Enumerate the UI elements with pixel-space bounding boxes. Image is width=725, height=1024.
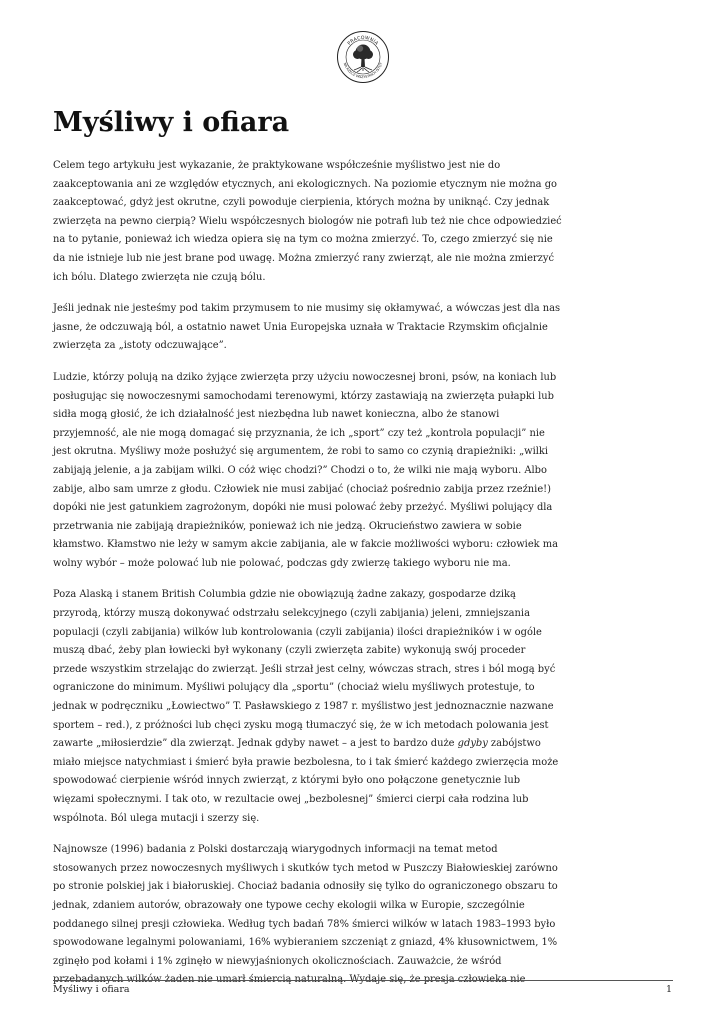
paragraph <box>53 369 683 574</box>
text-line: miało miejsce natychmiast i śmierć była prawie bezbolesna, to i tak śmierć każdego zwierzęcia może <box>53 756 559 768</box>
text-line: jednak w podręczniku „Łowiectwo” T. Pasławskiego z 1987 r. myślistwo jest jednoznacznie nazwane <box>53 701 554 713</box>
page-number: 1 <box>665 984 672 995</box>
tree-seal-icon <box>336 30 390 84</box>
text-line: poddanego silnej presji człowieka. Według tych badań 78% śmierci wilków w latach 1983–1993 było <box>53 918 556 930</box>
text-line: posługując się nowoczesnymi samochodami terenowymi, którzy zastawiają na zwierzęta pułapki lub <box>53 390 554 402</box>
text-line: zwierzęta za „istoty odczuwające”. <box>53 340 227 352</box>
text-line: przyrodą, którzy muszą dokonywać odstrzału selekcyjnego (czyli zabijania) jeleni, zmniejszania <box>53 608 530 620</box>
text-line: ograniczone do minimum. Myśliwi polujący dla „sportu” (chociaż wielu myśliwych protestuje, to <box>53 682 535 694</box>
text-line: przebadanych wilków żaden nie umarł śmiercią naturalną. Wydaje się, że presja człowieka nie <box>53 974 526 986</box>
text-line: populacji (czyli zabijania) wilków lub kontrolowania (czyli zabijania) ilości drapieżników i w ogóle <box>53 626 542 638</box>
text-line: wspólnota. Ból ulega mutacji i szerzy się. <box>53 812 260 824</box>
paragraph <box>53 300 683 356</box>
text-line: muszą dbać, żeby plan łowiecki był wykonany (czyli zwierzęta zabite) wykonują swój proceder <box>53 645 526 657</box>
text-line: przetrwania nie zabijają drapieżników, ponieważ ich nie jedzą. Okrucieństwo zawiera w sobie <box>53 520 522 532</box>
logo-text-top: PRACOWNIA <box>347 35 379 47</box>
text-line: na to pytanie, ponieważ ich wiedza opiera się na tym co można zmierzyć. To, czego zmierzyć się nie <box>53 234 553 246</box>
emphasis: gdyby <box>457 738 488 750</box>
text-line: po stronie polskiej jak i białoruskiej. Chociaż badania odnosiły się tylko do ograniczonego obszaru to <box>53 881 558 893</box>
text-line: dopóki nie jest gatunkiem zagrożonym, dopóki nie musi polować żeby przeżyć. Myśliwi polujący dla <box>53 502 553 514</box>
text-line: Jeśli jednak nie jesteśmy pod takim przymusem to nie musimy się okłamywać, a wówczas jest dla nas <box>53 303 561 315</box>
text-line: ich bólu. Dlatego zwierzęta nie czują bólu. <box>53 271 266 283</box>
text-line: Poza Alaską i stanem British Columbia gdzie nie obowiązują żadne zakazy, gospodarze dziką <box>53 589 516 601</box>
article-body <box>53 157 683 1003</box>
text-line: zaakceptować, gdyż jest okrutne, czyli powoduje cierpienia, których można by uniknąć. Czy jednak <box>53 197 550 209</box>
footer-divider <box>53 980 673 981</box>
footer-title: Myśliwy i ofiara <box>53 984 130 995</box>
text-line: zwierzęta na pewno cierpią? Wielu współczesnych biologów nie potrafi lub też nie chce odpowiedzieć <box>53 215 562 227</box>
text-line: stosowanych przez nowoczesnych myśliwych i skutków tych metod w Puszczy Białowieskiej zarówno <box>53 862 558 874</box>
text-line: zabijają jelenie, a ja zabijam wilki. O cóż więc chodzi?” Chodzi o to, że wilki nie mają wyboru. Albo <box>53 464 547 476</box>
paragraph <box>53 157 683 287</box>
text-line: jasne, że odczuwają ból, a ostatnio nawet Unia Europejska uznała w Traktacie Rzymskim oficjalnie <box>53 321 548 333</box>
text-line: Ludzie, którzy polują na dziko żyjące zwierzęta przy użyciu nowoczesnej broni, psów, na koniach lub <box>53 371 557 383</box>
text-line: Najnowsze (1996) badania z Polski dostarczają wiarygodnych informacji na temat metod <box>53 844 498 856</box>
text-line: zaakceptowania ani ze względów etycznych, ani ekologicznych. Na poziomie etycznym nie można go <box>53 178 557 190</box>
page-title: Myśliwy i ofiara <box>53 107 290 138</box>
paragraph <box>53 586 683 828</box>
text-line: sidła mogą głosić, że ich działalność jest niezbędna lub nawet konieczna, albo że stanowi <box>53 409 500 421</box>
text-line: da nie istnieje lub nie jest brane pod uwagę. Można zmierzyć rany zwierząt, ale nie można zmierzyć <box>53 252 554 264</box>
text-line: kłamstwo. Kłamstwo nie leży w samym akcie zabijania, ale w fakcie możliwości wyboru: człowiek ma <box>53 539 559 551</box>
text-line: Celem tego artykułu jest wykazanie, że praktykowane współcześnie myślistwo jest nie do <box>53 160 501 171</box>
text-line: sportem – red.), z próżności lub chęci zysku mogą tłumaczyć się, że w ich metodach polowania jest <box>53 719 549 731</box>
text-line: wolny wybór – może polować lub nie polować, podczas gdy zwierzę takiego wyboru nie ma. <box>53 557 511 569</box>
text-line: przede wszystkim strzelając do zwierząt. Jeśli strzał jest celny, wówczas strach, stres i ból mogą być <box>53 663 556 675</box>
text-line: jest okrutna. Myśliwy może posłużyć się argumentem, że robi to samo co czynią drapieżniki: „wilki <box>53 446 549 458</box>
text-line: przyjemność, ale nie mogą domagać się przyznania, że ich „sport” czy też „kontrola populacji” nie <box>53 427 545 439</box>
paragraph <box>53 841 683 990</box>
text-line: więzami społecznymi. I tak oto, w rezultacie owej „bezbolesnej” śmierci cierpi cała rodzina lub <box>53 794 529 805</box>
text-line: spowodowane legalnymi polowaniami, 16% wybieraniem szczeniąt z gniazd, 4% kłusownictwem, 1% <box>53 937 558 949</box>
text-line: zginęło pod kołami i 1% zginęło w niewyjaśnionych okolicznościach. Zauważcie, że wśród <box>53 955 502 967</box>
text-line: zabije, albo sam umrze z głodu. Człowiek nie musi zabijać (chociaż pośrednio zabija przez rzeźnie!) <box>53 483 551 495</box>
logo-text-bottom: NA RZECZ WSZYSTKICH ISTOT <box>342 62 384 80</box>
text-line: spowodować cierpienie wśród innych zwierząt, z którymi było ono połączone genetycznie lub <box>53 775 521 787</box>
text-line: zawarte „miłosierdzie” dla zwierząt. Jednak gdyby nawet – a jest to bardzo duże gdyby zabójstwo <box>53 738 541 750</box>
text-line: jednak, zdaniem autorów, obrazowały one typowe cechy ekologii wilka w Europie, szczególnie <box>53 899 525 911</box>
